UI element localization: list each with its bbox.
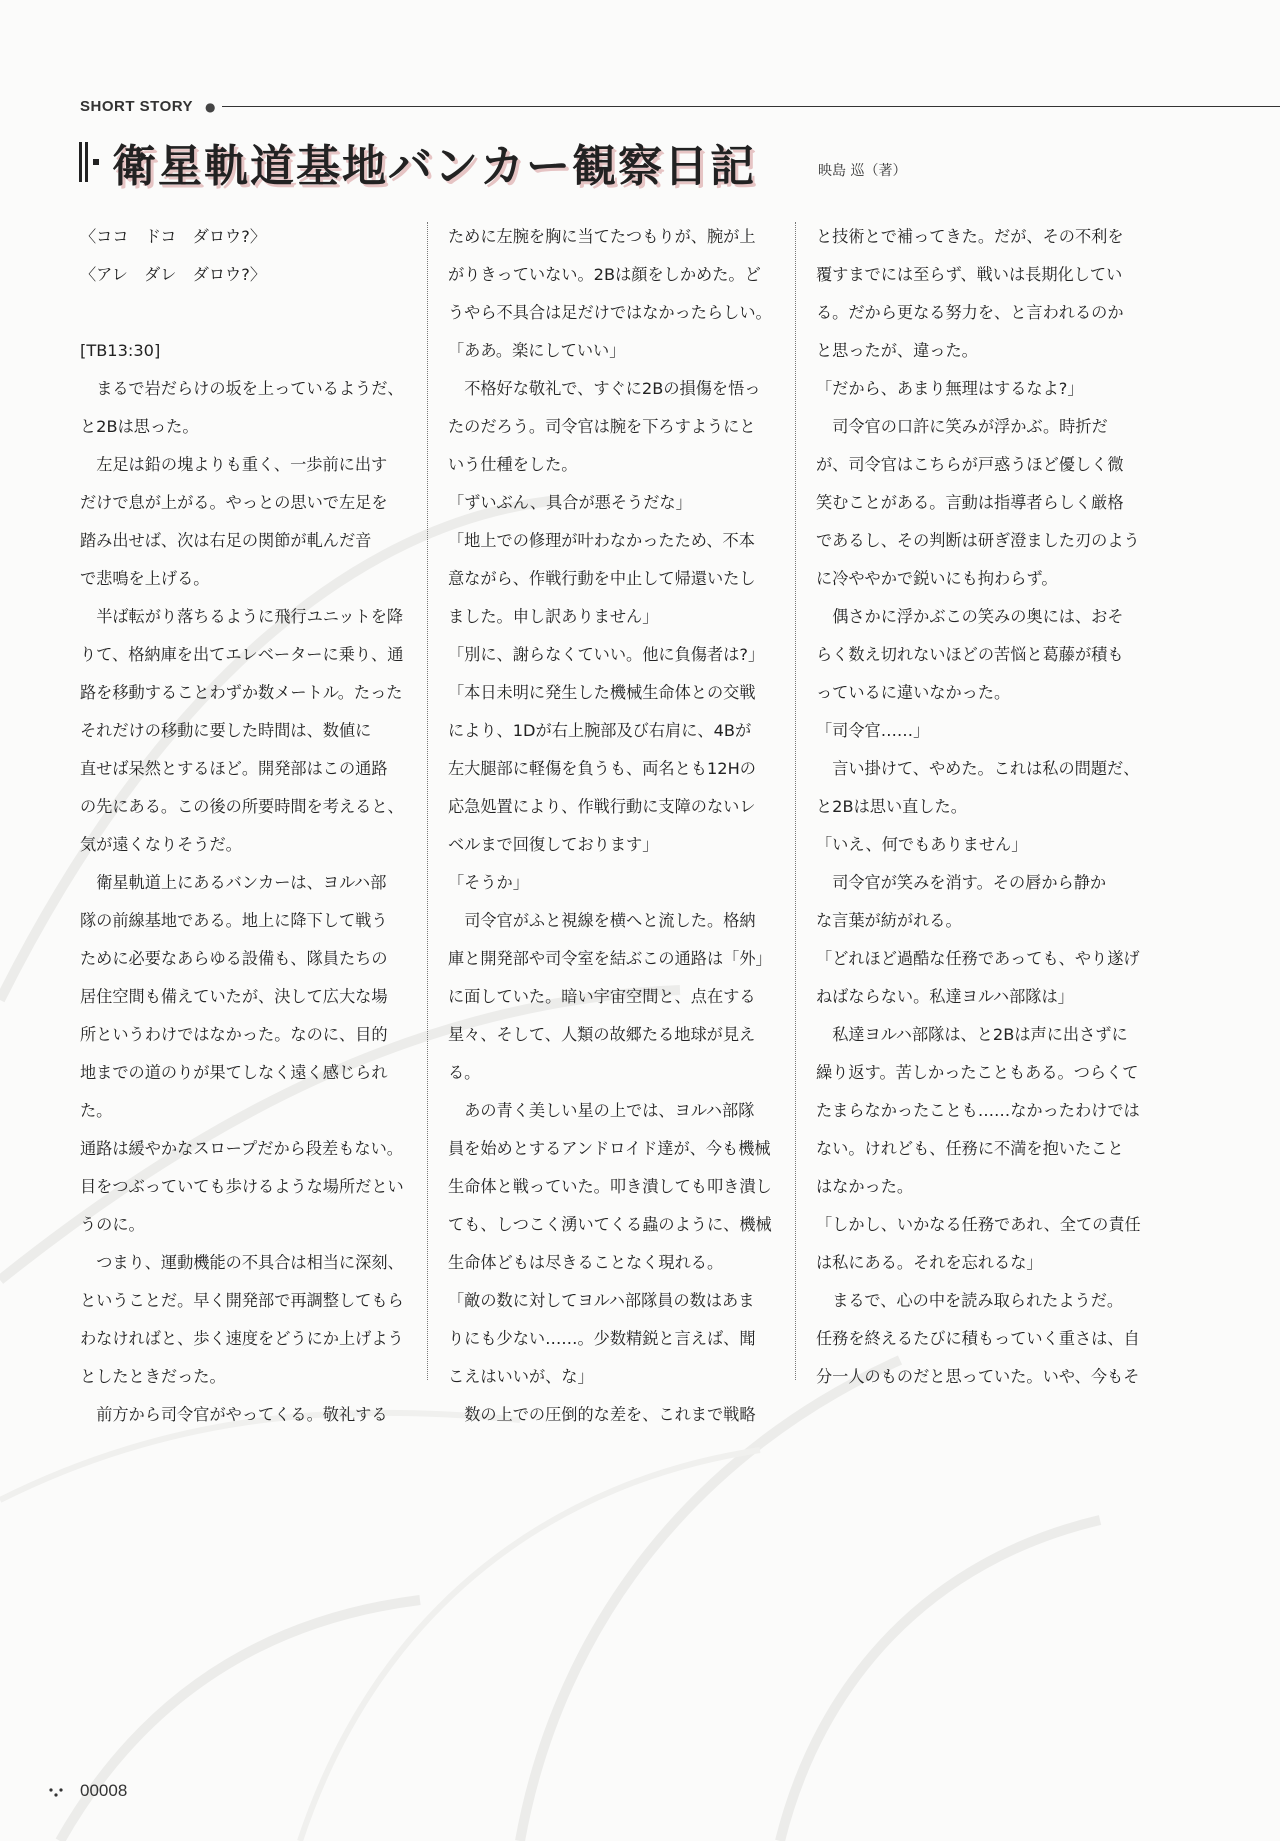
text-column-1 [80,218,408,1424]
author-credit: 映島 巡（著） [818,163,907,179]
paragraph: 司令官の口許に笑みが浮かぶ。時折だ が、司令官はこちらが戸惑うほど優しく微 笑むことがある。言動は指導者らしく厳格 であるし、その判断は研ぎ澄ました刃のよう に冷ややかで鋭いにも拘わらず。 [816,417,1140,588]
paragraph: まるで、心の中を読み取られたようだ。 任務を終えるたびに積もっていく重さは、自 分一人のものだと思っていた。いや、今もそ [816,1291,1140,1386]
paragraph: 左足は鉛の塊よりも重く、一歩前に出す だけで息が上がる。やっとの思いで左足を 踏み出せば、次は右足の関節が軋んだ音 で悲鳴を上げる。 [80,455,388,588]
paragraph: 司令官が笑みを消す。その唇から静か な言葉が紡がれる。 [816,873,1107,930]
text-column-3 [816,218,1146,1384]
paragraph: 「いえ、何でもありません」 [816,835,1028,854]
paragraph: 「だから、あまり無理はするなよ?」 [816,379,1084,398]
paragraph: まるで岩だらけの坂を上っているようだ、 と2Bは思った。 [80,379,404,436]
paragraph: 「司令官……」 [816,721,930,740]
paragraph: 「そうか」 [448,873,529,892]
paragraph: つまり、運動機能の不具合は相当に深刻、 ということだ。早く開発部で再調整してもら わなければと、歩く速度をどうにか上げよう としたときだった。 [80,1253,404,1386]
story-title: 衛星軌道基地バンカー観察日記 [112,141,756,192]
bullet-icon: ● [205,100,216,114]
paragraph: 「しかし、いかなる任務であれ、全ての責任 は私にある。それを忘れるな」 [816,1215,1141,1272]
paragraph: ために左腕を胸に当てたつもりが、腕が上 がりきっていない。2Bは顔をしかめた。ど うやら不具合は足だけではなかったらしい。 [448,227,772,322]
header-divider [222,106,1280,107]
page-number: 00008 [80,1781,128,1800]
dots-ornament-icon [48,1786,64,1798]
column-divider [427,222,428,1380]
paragraph: [TB13:30] [80,341,161,360]
paragraph: 「本日未明に発生した機械生命体との交戦 により、1Dが右上腕部及び右肩に、4Bが 左大腿部に軽傷を負うも、両名とも12Hの 応急処置により、作戦行動に支障のないレ ベルまで回復しております」 [448,683,756,854]
section-label: SHORT STORY [80,98,194,115]
paragraph: 偶さかに浮かぶこの笑みの奥には、おそ らく数え切れないほどの苦悩と葛藤が積も っているに違いなかった。 [816,607,1124,702]
paragraph: 不格好な敬礼で、すぐに2Bの損傷を悟っ たのだろう。司令官は腕を下ろすようにと いう仕種をした。 [448,379,761,474]
column-divider [795,222,796,1380]
paragraph: 「ああ。楽にしていい」 [448,341,626,360]
text-column-2 [448,218,776,1424]
paragraph: 「どれほど過酷な任務であっても、やり遂げ ねばならない。私達ヨルハ部隊は」 [816,949,1140,1006]
paragraph: 言い掛けて、やめた。これは私の問題だ、 と2Bは思い直した。 [816,759,1140,816]
paragraph: 「別に、謝らなくていい。他に負傷者は?」 [448,645,765,664]
paragraph: 衛星軌道上にあるバンカーは、ヨルハ部 隊の前線基地である。地上に降下して戦う ために必要なあらゆる設備も、隊員たちの 居住空間も備えていたが、決して広大な場 所というわけではなかった。なのに、目的 地までの道のりが果てしなく遠く感じられた。 通路は緩やかなスロープだから段差もない。 目をつぶっていても歩けるような場所だとい うのに。 [80,873,404,1234]
paragraph: と技術とで補ってきた。だが、その不利を 覆すまでには至らず、戦いは長期化してい る。だから更なる努力を、と言われるのか と思ったが、違った。 [816,227,1124,360]
paragraph: 数の上での圧倒的な差を、これまで戦略 [464,1405,756,1424]
paragraph: 私達ヨルハ部隊は、と2Bは声に出さずに 繰り返す。苦しかったこともある。つらくて たまらなかったことも……なかったわけでは ない。けれども、任務に不満を抱いたこと はなかった。 [816,1025,1140,1196]
paragraph: 「ずいぶん、具合が悪そうだな」 [448,493,692,512]
title-bar-mark-icon [78,142,104,182]
paragraph: あの青く美しい星の上では、ヨルハ部隊 員を始めとするアンドロイド達が、今も機械 生命体と戦っていた。叩き潰しても叩き潰し ても、しつこく湧いてくる蟲のように、機械 生命体どもは尽きることなく現れる。 [448,1101,772,1272]
paragraph: 〈ココ ドコ ダロウ?〉 〈アレ ダレ ダロウ?〉 [80,227,267,284]
paragraph: 前方から司令官がやってくる。敬礼する [96,1405,388,1424]
paragraph: 「地上での修理が叶わなかったため、不本 意ながら、作戦行動を中止して帰還いたし ました。申し訳ありません」 [448,531,756,626]
paragraph: 「敵の数に対してヨルハ部隊員の数はあま りにも少ない……。少数精鋭と言えば、聞 こえはいいが、な」 [448,1291,756,1386]
paragraph: 半ば転がり落ちるように飛行ユニットを降 りて、格納庫を出てエレベーターに乗り、通 路を移動することわずか数メートル。たった それだけの移動に要した時間は、数値に 直せば呆然とするほど。開発部はこの通路 の先にある。この後の所要時間を考えると、 気が遠くなりそうだ。 [80,607,404,854]
paragraph: 司令官がふと視線を横へと流した。格納 庫と開発部や司令室を結ぶこの通路は「外」 に面していた。暗い宇宙空間と、点在する 星々、そして、人類の故郷たる地球が見える。 [448,911,772,1082]
